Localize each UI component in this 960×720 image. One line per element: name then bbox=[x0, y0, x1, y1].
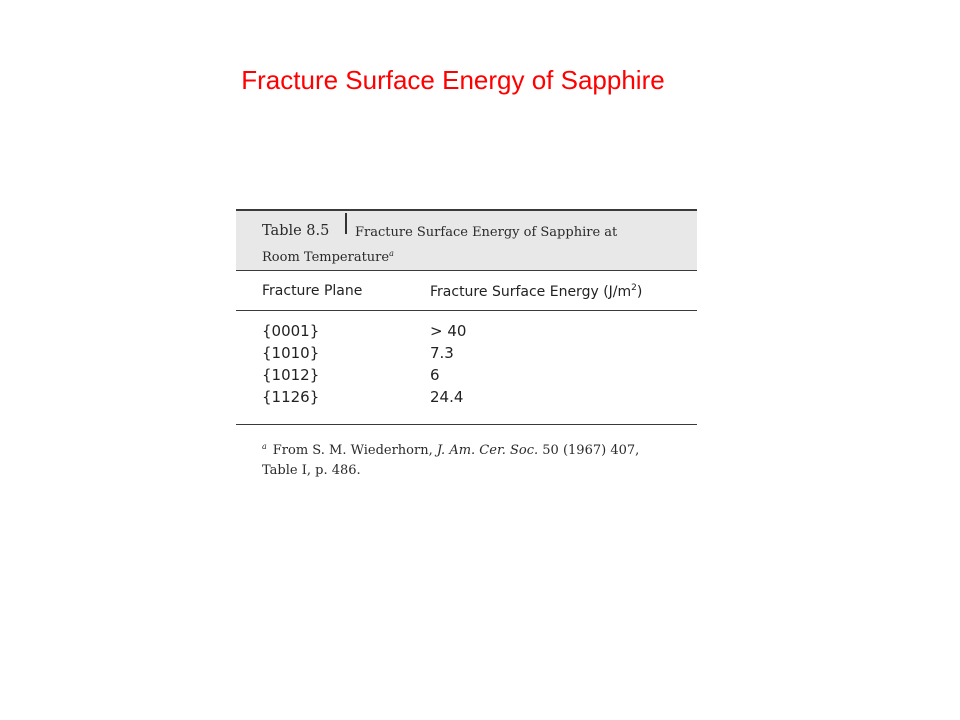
caption-divider bbox=[345, 213, 347, 234]
cell-plane: {1012} bbox=[262, 366, 320, 384]
table-row bbox=[236, 320, 697, 342]
cell-plane: {0001} bbox=[262, 322, 320, 340]
slide-title: Fracture Surface Energy of Sapphire bbox=[241, 65, 665, 95]
column-header-surface-energy: Fracture Surface Energy $(J/m^2)$ bbox=[430, 283, 643, 300]
table-header-row bbox=[236, 270, 697, 311]
footnote-marker: a bbox=[262, 442, 267, 451]
cell-plane: {1010} bbox=[262, 344, 320, 362]
caption-footnote-marker: a bbox=[389, 249, 394, 258]
table-row bbox=[236, 386, 697, 408]
cell-plane: {1126} bbox=[262, 388, 320, 406]
table-footnote: $^a$ From S. M. Wiederhorn, J. Am. Cer. Soc. 50 (1967) 407, Table I, p. 486. bbox=[262, 442, 640, 478]
table-row bbox=[236, 342, 697, 364]
table-caption-line1: Fracture Surface Energy of Sapphire at bbox=[355, 225, 618, 240]
table-caption bbox=[236, 209, 697, 270]
table-caption-line2: Room Temperature$^a$ bbox=[262, 249, 394, 265]
cell-energy: 24.4 bbox=[430, 388, 464, 406]
column-header-fracture-plane: Fracture Plane bbox=[262, 283, 363, 299]
table-number: Table 8.5 bbox=[262, 223, 330, 239]
footnote-line2: Table I, p. 486. bbox=[262, 463, 361, 478]
cell-energy: > 40 bbox=[430, 322, 467, 340]
cell-energy: 6 bbox=[430, 366, 440, 384]
table-body bbox=[236, 311, 697, 425]
footnote-journal: J. Am. Cer. Soc. bbox=[436, 443, 539, 458]
cell-energy: 7.3 bbox=[430, 344, 454, 362]
data-table-figure bbox=[236, 209, 697, 481]
table-row bbox=[236, 364, 697, 386]
